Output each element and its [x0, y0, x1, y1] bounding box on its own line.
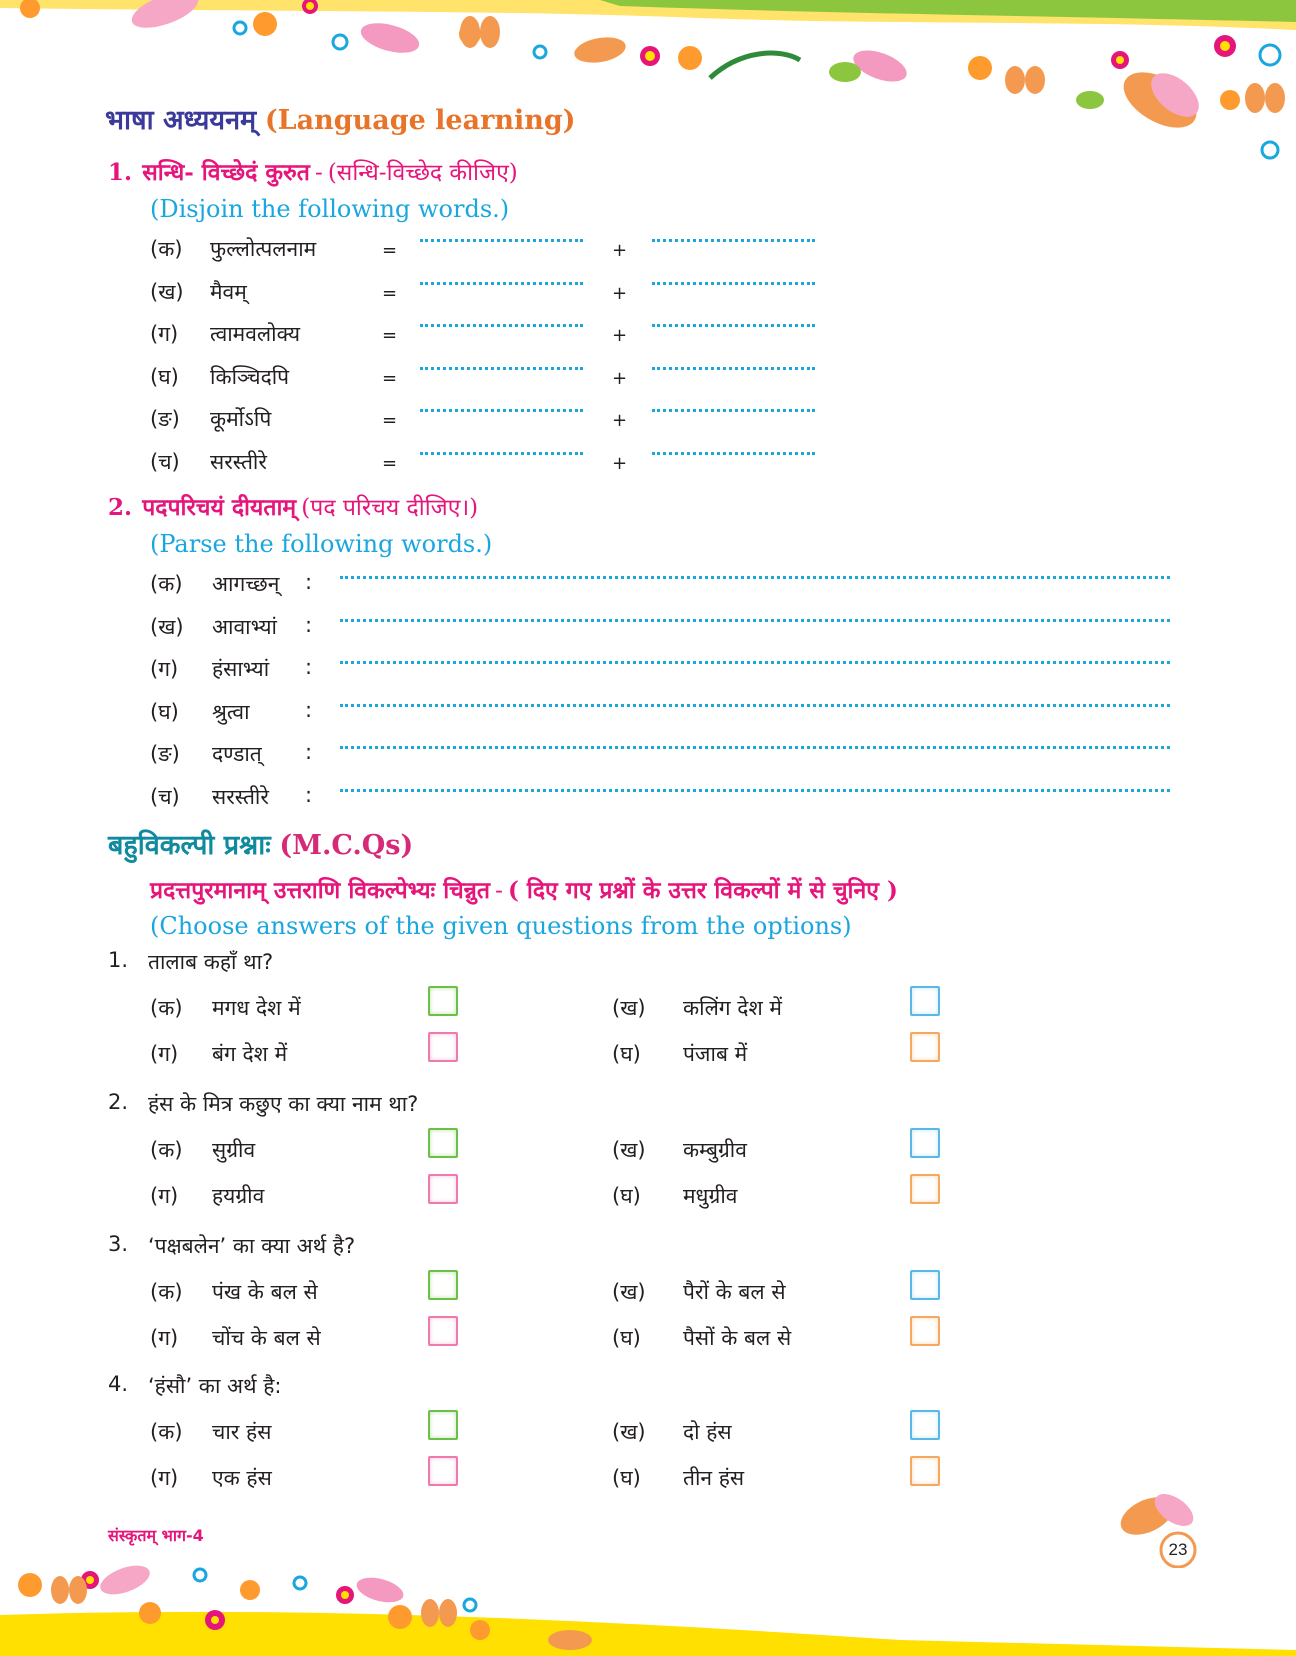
answer-blank-first	[420, 367, 583, 370]
answer-blank-second	[652, 239, 815, 242]
option-text: हयग्रीव	[212, 1184, 265, 1208]
option-text: पैरों के बल से	[683, 1280, 786, 1304]
option-text: मगध देश में	[212, 996, 301, 1020]
option-text: कम्बुग्रीव	[683, 1138, 747, 1162]
mcq-instruction-english: (Choose answers of the given questions from the options)	[150, 912, 852, 940]
mcq-instruction-hindi: ( दिए गए प्रश्नों के उत्तर विकल्पों में से चुनिए )	[507, 877, 898, 904]
question-title-separator: -	[314, 160, 323, 186]
parse-word: हंसाभ्यां	[212, 657, 270, 681]
mcq-instruction	[150, 873, 898, 905]
answer-blank-second	[652, 452, 815, 455]
item-label: (ङ)	[150, 742, 180, 766]
item-label: (घ)	[150, 699, 179, 724]
option-label: (घ)	[612, 1042, 641, 1066]
option-text: दो हंस	[683, 1420, 732, 1444]
colon: :	[305, 612, 313, 637]
option-label: (ख)	[612, 1138, 646, 1162]
answer-blank-line	[340, 619, 1170, 622]
mcq-question-number: 3.	[108, 1232, 129, 1256]
question-title-hindi: (सन्धि-विच्छेद कीजिए)	[327, 160, 518, 186]
option-text: बंग देश में	[212, 1042, 288, 1066]
parse-word: श्रुत्वा	[212, 699, 250, 724]
option-text: चोंच के बल से	[212, 1326, 321, 1350]
page-number: 23	[1168, 1540, 1188, 1559]
option-label: (ख)	[612, 1420, 646, 1444]
answer-checkbox[interactable]	[910, 1128, 940, 1158]
answer-checkbox[interactable]	[910, 1032, 940, 1062]
option-text: पंख के बल से	[212, 1280, 318, 1304]
option-label: (ग)	[150, 1042, 179, 1066]
option-label: (ग)	[150, 1184, 179, 1208]
item-label: (क)	[150, 572, 183, 596]
sandhi-word: मैवम्	[210, 279, 247, 304]
item-label: (क)	[150, 237, 183, 261]
answer-checkbox[interactable]	[910, 1174, 940, 1204]
question-1-heading	[108, 155, 518, 187]
option-label: (घ)	[612, 1184, 641, 1208]
question-number: 1.	[108, 159, 133, 186]
item-label: (ङ)	[150, 407, 180, 431]
answer-checkbox[interactable]	[428, 986, 458, 1016]
sandhi-word: कूर्मोऽपि	[210, 407, 272, 431]
section-title-hindi: भाषा अध्ययनम्	[105, 105, 257, 136]
mcq-question-text: ‘पक्षबलेन’ का क्या अर्थ है?	[148, 1234, 356, 1258]
book-title-footer: संस्कृतम् भाग-4	[108, 1526, 204, 1545]
answer-blank-line	[340, 661, 1170, 664]
answer-checkbox[interactable]	[428, 1316, 458, 1346]
answer-blank-first	[420, 452, 583, 455]
item-label: (ग)	[150, 657, 179, 681]
option-text: सुग्रीव	[212, 1138, 256, 1162]
option-label: (क)	[150, 1420, 183, 1444]
section-title-english: (Language learning)	[264, 105, 576, 136]
bottom-decorative-border	[0, 1545, 1296, 1656]
sandhi-word: सरस्तीरे	[210, 449, 267, 474]
option-label: (क)	[150, 1280, 183, 1304]
answer-blank-second	[652, 367, 815, 370]
question-number: 2.	[108, 494, 133, 521]
equals-sign: =	[382, 325, 398, 346]
item-label: (ख)	[150, 279, 184, 304]
answer-blank-line	[340, 576, 1170, 579]
item-label: (च)	[150, 784, 180, 809]
option-text: चार हंस	[212, 1420, 272, 1444]
mcq-question-text: तालाब कहाँ था?	[148, 950, 274, 974]
colon: :	[305, 740, 313, 764]
option-label: (ग)	[150, 1466, 179, 1490]
answer-checkbox[interactable]	[910, 986, 940, 1016]
option-label: (ख)	[612, 996, 646, 1020]
answer-blank-line	[340, 704, 1170, 707]
item-label: (घ)	[150, 364, 179, 389]
answer-blank-second	[652, 282, 815, 285]
item-label: (च)	[150, 449, 180, 474]
equals-sign: =	[382, 367, 398, 389]
answer-checkbox[interactable]	[910, 1270, 940, 1300]
plus-sign: +	[612, 452, 628, 474]
question-1-english-instruction: (Disjoin the following words.)	[150, 195, 510, 223]
equals-sign: =	[382, 240, 398, 261]
answer-blank-first	[420, 282, 583, 285]
parse-word: आवाभ्यां	[212, 614, 277, 639]
item-label: (ग)	[150, 322, 179, 346]
answer-checkbox[interactable]	[910, 1316, 940, 1346]
question-title-sanskrit: सन्धि- विच्छेदं कुरुत	[142, 159, 310, 186]
mcq-instruction-separator: -	[495, 878, 503, 904]
parse-word: सरस्तीरे	[212, 784, 269, 809]
question-title-sanskrit: पदपरिचयं दीयताम्	[142, 494, 297, 521]
mcq-question-text: हंस के मित्र कछुए का क्या नाम था?	[148, 1092, 419, 1116]
option-text: पैसों के बल से	[683, 1326, 792, 1350]
parse-word: दण्डात्	[212, 742, 262, 766]
colon: :	[305, 570, 313, 594]
sandhi-word: त्वामवलोक्य	[210, 322, 301, 346]
answer-blank-line	[340, 746, 1170, 749]
colon: :	[305, 697, 313, 722]
equals-sign: =	[382, 452, 398, 474]
option-label: (क)	[150, 996, 183, 1020]
answer-checkbox[interactable]	[428, 1174, 458, 1204]
top-decorative-border	[0, 0, 1296, 170]
mcq-instruction-sanskrit: प्रदत्तपुरमानाम् उत्तराणि विकल्पेभ्यः चिन्नुत	[150, 877, 490, 904]
answer-checkbox[interactable]	[910, 1456, 940, 1486]
mcq-title-hindi: बहुविकल्पी प्रश्नाः	[108, 830, 271, 861]
answer-blank-second	[652, 324, 815, 327]
option-label: (क)	[150, 1138, 183, 1162]
question-2-heading	[108, 490, 478, 522]
option-text: पंजाब में	[683, 1042, 748, 1066]
answer-checkbox[interactable]	[428, 1128, 458, 1158]
mcq-question-number: 1.	[108, 948, 129, 972]
option-label: (घ)	[612, 1466, 641, 1490]
sandhi-word: किञ्चिदपि	[210, 364, 290, 389]
mcq-section-heading	[108, 825, 413, 862]
answer-checkbox[interactable]	[428, 1456, 458, 1486]
colon: :	[305, 782, 313, 807]
mcq-title-english: (M.C.Qs)	[279, 830, 414, 861]
option-text: एक हंस	[212, 1466, 272, 1490]
plus-sign: +	[612, 240, 628, 261]
option-text: तीन हंस	[683, 1466, 745, 1490]
mcq-question-number: 2.	[108, 1090, 129, 1114]
mcq-question-text: ‘हंसौ’ का अर्थ है:	[148, 1374, 282, 1398]
section-heading-language-learning	[105, 100, 575, 137]
equals-sign: =	[382, 282, 398, 304]
parse-word: आगच्छन्	[212, 572, 280, 596]
plus-sign: +	[612, 410, 628, 431]
question-2-english-instruction: (Parse the following words.)	[150, 530, 493, 558]
equals-sign: =	[382, 410, 398, 431]
floral-border-top-illustration	[0, 0, 1296, 170]
answer-blank-first	[420, 409, 583, 412]
plus-sign: +	[612, 367, 628, 389]
answer-checkbox[interactable]	[428, 1270, 458, 1300]
floral-border-bottom-illustration	[0, 1545, 1296, 1656]
answer-checkbox[interactable]	[910, 1410, 940, 1440]
answer-blank-second	[652, 409, 815, 412]
question-title-hindi: (पद परिचय दीजिए।)	[301, 495, 479, 521]
option-label: (ख)	[612, 1280, 646, 1304]
answer-blank-line	[340, 789, 1170, 792]
option-text: मधुग्रीव	[683, 1184, 738, 1208]
sandhi-word: फुल्लोत्पलनाम	[210, 237, 317, 261]
answer-blank-first	[420, 239, 583, 242]
answer-checkbox[interactable]	[428, 1032, 458, 1062]
option-text: कलिंग देश में	[683, 996, 782, 1020]
answer-blank-first	[420, 324, 583, 327]
plus-sign: +	[612, 325, 628, 346]
option-label: (ग)	[150, 1326, 179, 1350]
item-label: (ख)	[150, 614, 184, 639]
answer-checkbox[interactable]	[428, 1410, 458, 1440]
colon: :	[305, 655, 313, 679]
mcq-question-number: 4.	[108, 1372, 129, 1396]
plus-sign: +	[612, 282, 628, 304]
option-label: (घ)	[612, 1326, 641, 1350]
